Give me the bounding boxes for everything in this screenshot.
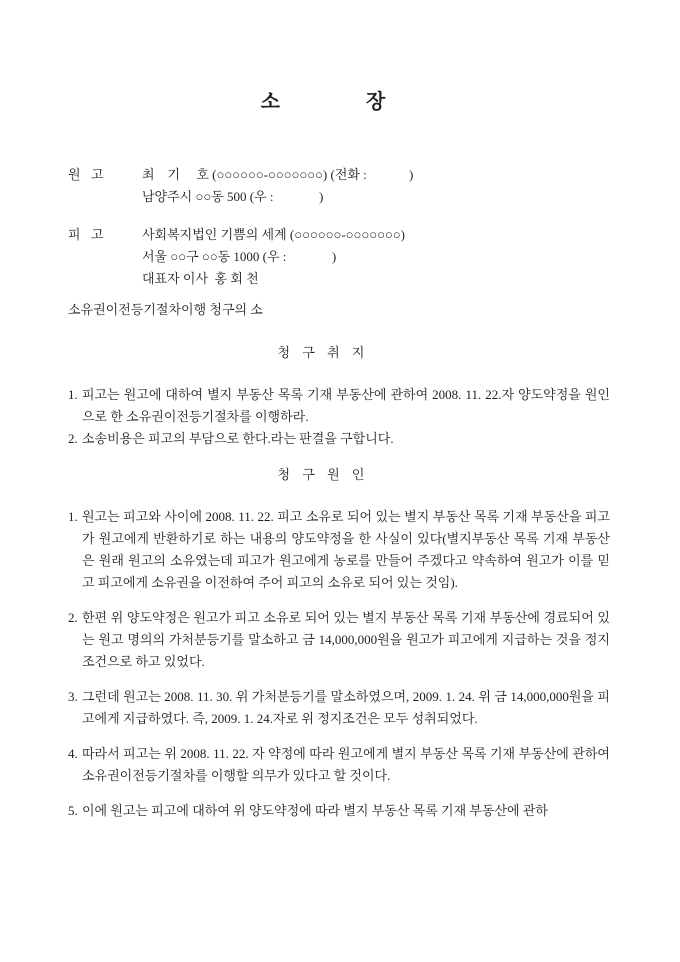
ground-item-text: 그런데 원고는 2008. 11. 30. 위 가처분등기를 말소하였으며, 2009. 1. 24. 위 금 14,000,000원을 피고에게 지급하였다. 즉, 2009. 1. 24.자로 위 정지조건은 모두 성취되었다. bbox=[82, 689, 610, 726]
ground-item bbox=[68, 743, 610, 787]
plaintiff-address-line: 남양주시 ○○동 500 (우 : ) bbox=[142, 189, 324, 204]
claim-item bbox=[68, 428, 610, 450]
claim-item-text: 피고는 원고에 대하여 별지 부동산 목록 기재 부동산에 관하여 2008. 11. 22.자 양도약정을 원인으로 한 소유권이전등기절차를 이행하라. bbox=[82, 387, 610, 424]
ground-item-text: 한편 위 양도약정은 원고가 피고 소유로 되어 있는 별지 부동산 목록 기재 부동산에 경료되어 있는 원고 명의의 가처분등기를 말소하고 금 14,000,000원을 원고가 피고에게 지급하는 것을 정지조건으로 하고 있었다. bbox=[82, 610, 610, 669]
ground-item-number: 3. bbox=[68, 689, 78, 704]
document-title: 소 장 bbox=[260, 91, 388, 113]
defendant-address-line: 서울 ○○구 ○○동 1000 (우 : ) bbox=[142, 249, 337, 264]
plaintiff-block bbox=[68, 164, 610, 208]
case-name: 소유권이전등기절차이행 청구의 소 bbox=[68, 302, 263, 317]
claim-item-number: 1. bbox=[68, 387, 78, 402]
grounds-section bbox=[68, 464, 610, 822]
defendant-block bbox=[68, 224, 610, 290]
ground-item bbox=[68, 607, 610, 673]
defendant-representative-line: 대표자 이사 홍 회 천 bbox=[142, 271, 259, 286]
ground-item-number: 1. bbox=[68, 509, 78, 524]
grounds-heading: 청 구 원 인 bbox=[277, 467, 365, 482]
claim-item-text: 소송비용은 피고의 부담으로 한다.라는 판결을 구합니다. bbox=[82, 431, 394, 446]
ground-item-text: 원고는 피고와 사이에 2008. 11. 22. 피고 소유로 되어 있는 별지 부동산 목록 기재 부동산을 피고가 원고에게 반환하기로 하는 내용의 양도약정을 한 사실이 있다(별지부동산 목록 기재 부동산은 원래 원고의 소유였는데 피고가 원고에게 농로를 만들어 주겠다고 약속하여 원고가 이를 믿고 피고에게 소유권을 이전하여 주어 피고의 소유로 되어 있는 것임). bbox=[82, 509, 610, 590]
ground-item bbox=[68, 506, 610, 594]
ground-item-text: 이에 원고는 피고에 대하여 위 양도약정에 따라 별지 부동산 목록 기재 부동산에 관하 bbox=[82, 803, 548, 818]
claim-item bbox=[68, 384, 610, 428]
plaintiff-role-label: 원 고 bbox=[68, 167, 104, 182]
ground-item-number: 5. bbox=[68, 803, 78, 818]
plaintiff-details bbox=[142, 164, 610, 208]
defendant-details bbox=[142, 224, 610, 290]
claims-heading: 청 구 취 지 bbox=[277, 345, 365, 360]
defendant-name-line: 사회복지법인 기쁨의 세계 (○○○○○○-○○○○○○○) bbox=[142, 227, 405, 242]
ground-item bbox=[68, 800, 610, 822]
plaintiff-name-line: 최 기 호 (○○○○○○-○○○○○○○) (전화 : ) bbox=[142, 167, 414, 182]
claim-item-number: 2. bbox=[68, 431, 78, 446]
claims-section bbox=[68, 342, 610, 450]
defendant-role-label: 피 고 bbox=[68, 227, 104, 242]
ground-item-number: 2. bbox=[68, 610, 78, 625]
ground-item-text: 따라서 피고는 위 2008. 11. 22. 자 약정에 따라 원고에게 별지 부동산 목록 기재 부동산에 관하여 소유권이전등기절차를 이행할 의무가 있다고 할 것이다. bbox=[82, 746, 610, 783]
ground-item bbox=[68, 686, 610, 730]
ground-item-number: 4. bbox=[68, 746, 78, 761]
